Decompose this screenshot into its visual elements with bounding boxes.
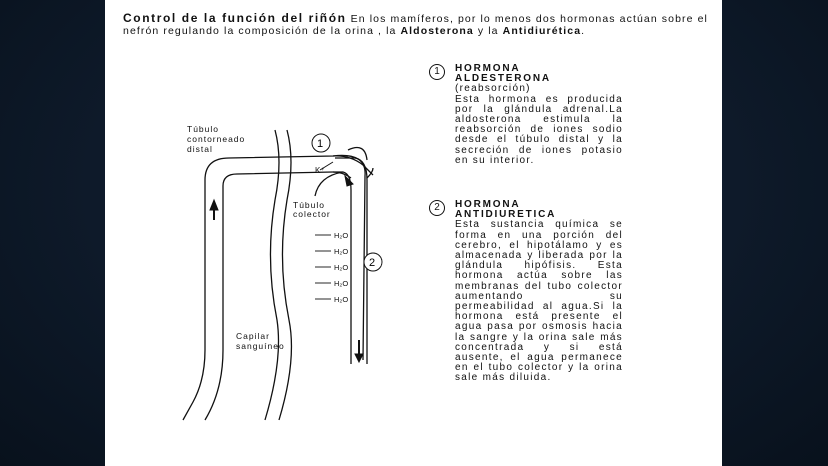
water-label-4: H₂O bbox=[334, 279, 349, 288]
collector-label-line-1: Túbulo bbox=[293, 200, 325, 210]
intro-text-2: mamíferos, por lo menos dos hormonas actúan sobre el nefrón regulando la composición de la orina , la bbox=[123, 13, 708, 37]
capillary-label-line-2: sanguíneo bbox=[236, 341, 285, 351]
collecting-duct-outer bbox=[333, 155, 365, 360]
hormone-2-block bbox=[434, 199, 623, 384]
hormone-1-block bbox=[434, 63, 623, 166]
hormone-1-body: Esta hormona es producida por la glándula adrenal.La aldosterona estimula la reabsorción de iones sodio desde el túbulo distal y la secreción de iones potasio en su interior. bbox=[455, 93, 623, 166]
intro-connector: y la bbox=[477, 25, 499, 37]
intro-end: . bbox=[581, 25, 586, 37]
hormone-2-number: 2 bbox=[429, 200, 445, 216]
hormone-1-subtitle: (reabsorción) bbox=[455, 83, 531, 95]
distal-label-line-2: contorneado bbox=[187, 134, 246, 144]
distal-label-line-1: Túbulo bbox=[187, 124, 219, 134]
aldosterona-term: Aldosterona bbox=[400, 25, 474, 37]
hormone-1-number: 1 bbox=[429, 64, 445, 80]
up-arrow-icon bbox=[210, 200, 218, 210]
water-label-5: H₂O bbox=[334, 295, 349, 304]
marker-1-number: 1 bbox=[317, 138, 324, 150]
collector-label-line-2: colector bbox=[293, 209, 331, 219]
slide bbox=[105, 0, 722, 466]
k-ion-label: K⁺ bbox=[315, 166, 325, 175]
antidiuretica-term: Antidiurética bbox=[502, 25, 582, 37]
lower-left-loop-b bbox=[205, 350, 223, 420]
water-label-3: H₂O bbox=[334, 263, 349, 272]
hormone-1-title-line-2: ALDESTERONA bbox=[455, 73, 551, 85]
collecting-duct-left bbox=[315, 172, 343, 196]
intro-text-1: En los bbox=[350, 13, 387, 25]
slide-title: Control de la función del riñón bbox=[123, 11, 347, 25]
hormone-2-title-line-1: HORMONA bbox=[455, 199, 521, 210]
hormone-2-body: Esta sustancia química se forma en una porción del cerebro, el hipotálamo y es almacenada y liberada por la glándula hipófisis. Esta hormona actúa sobre las membranas del tubo colector aumentando su permeabilidad al agua.Si la hormona está presente el agua pasa por osmosis hacia la sangre y la orina sale más concentrada y si está ausente, el agua permanece en el tubo colector y la orina sale más diluida. bbox=[455, 219, 623, 384]
distal-label-line-3: distal bbox=[187, 144, 213, 154]
hormone-1-title-line-1: HORMONA bbox=[455, 63, 521, 74]
water-label-2: H₂O bbox=[334, 247, 349, 256]
down-arrow-icon bbox=[355, 354, 363, 362]
marker-2-number: 2 bbox=[369, 257, 376, 269]
capillary-label-line-1: Capilar bbox=[236, 331, 270, 341]
water-label-1: H₂O bbox=[334, 231, 349, 240]
lower-left-loop-a bbox=[183, 350, 205, 420]
nephron-diagram bbox=[105, 0, 722, 466]
hormone-2-title-line-2: ANTIDIURETICA bbox=[455, 209, 557, 221]
